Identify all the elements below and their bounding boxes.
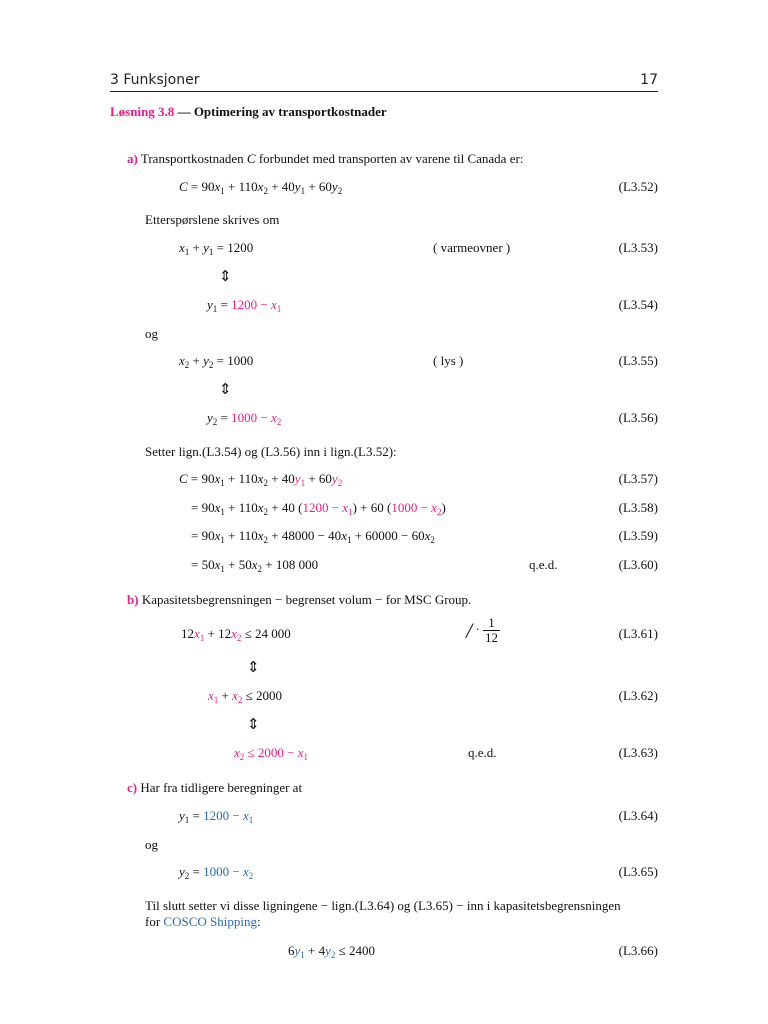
- equation-number: (L3.53): [618, 240, 658, 255]
- page-number: 17: [640, 72, 658, 88]
- header-rule: [110, 91, 658, 92]
- part-c-marker: c): [127, 780, 138, 795]
- equation-L3-59: = $90x_1 + 110x_2 + 48000 - 40x_1 + 60000 - 60x_2$: [191, 528, 435, 545]
- solution-title: [110, 104, 387, 120]
- equation-number: (L3.65): [618, 864, 658, 879]
- equation-number: (L3.61): [618, 626, 658, 641]
- note-lights: ( lys ): [433, 353, 464, 368]
- note-heaters: ( varmeovner ): [433, 240, 511, 255]
- word-og: og: [145, 326, 158, 341]
- equation-number: (L3.57): [618, 471, 658, 486]
- text-insert: Setter lign.(L3.54) og (L3.56) inn i lign.(L3.52):: [145, 444, 397, 459]
- equivalence-arrow-icon: ⇕: [247, 715, 260, 733]
- equivalence-arrow-icon: ⇕: [219, 267, 232, 285]
- equation-number: (L3.52): [618, 179, 658, 194]
- equation-L3-61: $12x_1 + 12x_2 \le 24$ 000: [181, 626, 291, 643]
- equation-L3-66: $6y_1 + 4y_2 \le 2400$: [288, 943, 376, 960]
- equation-L3-52: $C = 90x_1 + 110x_2 + 40y_1 + 60y_2$: [179, 179, 343, 196]
- text-substitute: Til slutt setter vi disse ligningene − lign.(L3.64) og (L3.65) − inn i kapasitetsbegrensningen: [145, 898, 621, 913]
- equation-number: (L3.58): [618, 500, 658, 515]
- equation-number: (L3.59): [618, 528, 658, 543]
- equation-L3-55: $x_2 + y_2 = 1000$: [179, 353, 254, 370]
- part-c-intro: c) Har fra tidligere beregninger at: [127, 780, 303, 795]
- text-demand: Etterspørslene skrives om: [145, 212, 280, 227]
- equation-L3-58: = $90x_1 + 110x_2 + 40$ $(1200 - x_1) + 60$ $(1000 - x_2)$: [191, 500, 446, 517]
- equation-number: (L3.54): [618, 297, 658, 312]
- solution-label: Løsning 3.8: [110, 104, 175, 119]
- equation-L3-63: $x_2 \le 2000 - x_1$: [234, 745, 309, 762]
- qed-a: q.e.d.: [529, 557, 558, 572]
- part-b-marker: b): [127, 592, 139, 607]
- equation-number: (L3.63): [618, 745, 658, 760]
- equation-number: (L3.55): [618, 353, 658, 368]
- equation-L3-64: $y_1 = 1200 - x_1$: [179, 808, 254, 825]
- equivalence-arrow-icon: ⇕: [219, 380, 232, 398]
- solution-heading: — Optimering av transportkostnader: [174, 104, 387, 119]
- equation-number: (L3.56): [618, 410, 658, 425]
- cosco-shipping-label: COSCO Shipping: [163, 914, 257, 929]
- equation-number: (L3.66): [618, 943, 658, 958]
- equation-number: (L3.64): [618, 808, 658, 823]
- part-a-marker: a): [127, 151, 138, 166]
- equation-L3-54: $y_1 = 1200 - x_1$: [207, 297, 282, 314]
- part-a-intro: a) Transportkostnaden C forbundet med transporten av varene til Canada er:: [127, 151, 524, 166]
- equation-number: (L3.62): [618, 688, 658, 703]
- equation-L3-56: $y_2 = 1000 - x_2$: [207, 410, 282, 427]
- equation-L3-53: $x_1 + y_1 = 1200$: [179, 240, 254, 257]
- qed-b: q.e.d.: [468, 745, 497, 760]
- part-b-intro: b) Kapasitetsbegrensningen − begrenset volum − for MSC Group.: [127, 592, 472, 607]
- equation-L3-65: $y_2 = 1000 - x_2$: [179, 864, 254, 881]
- divide-by-twelve: / · $\frac{1}{12}$: [466, 615, 498, 645]
- word-og-c: og: [145, 837, 158, 852]
- equivalence-arrow-icon: ⇕: [247, 658, 260, 676]
- text-substitute-cont: for COSCO Shipping:: [145, 914, 261, 929]
- equation-L3-60: = $50x_1 + 50x_2 + 108$ 000: [191, 557, 319, 574]
- equation-L3-62: $x_1 + x_2 \le 2000$: [208, 688, 283, 705]
- equation-L3-57: $C = 90x_1 + 110x_2 + 40y_1 + 60y_2$: [179, 471, 343, 488]
- equation-number: (L3.60): [618, 557, 658, 572]
- running-header-chapter: 3 Funksjoner: [110, 72, 200, 88]
